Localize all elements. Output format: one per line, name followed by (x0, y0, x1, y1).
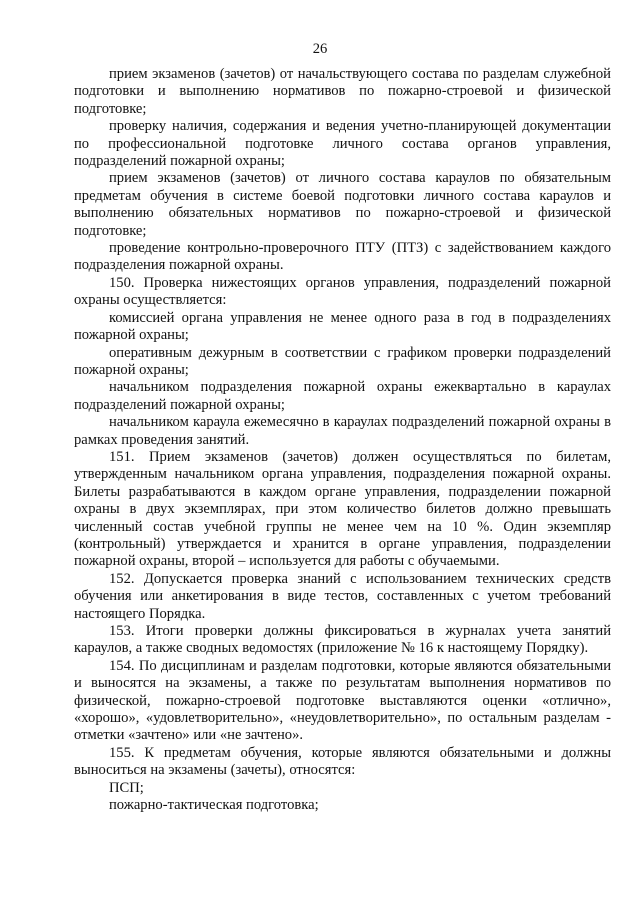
paragraph-exam-crews: прием экзаменов (зачетов) от личного состава караулов по обязательным предметам обучения в системе боевой подготовки личного состава караулов и выполнению обязательных нормативов по пожарно-строевой и физической подготовке; (74, 170, 611, 239)
page-number: 26 (312, 41, 328, 57)
document-body (74, 66, 611, 814)
paragraph-153: 153. Итоги проверки должны фиксироваться в журналах учета занятий караулов, а также сводных ведомостях (приложение № 16 к настоящему Порядку). (74, 623, 611, 657)
paragraph-control-exercise: проведение контрольно-проверочного ПТУ (ПТЗ) с задействованием каждого подразделения пожарной охраны. (74, 240, 611, 274)
paragraph-152: 152. Допускается проверка знаний с использованием технических средств обучения или анкетирования в виде тестов, составленных с учетом требований настоящего Порядка. (74, 570, 611, 622)
paragraph-155-tactical: пожарно-тактическая подготовка; (109, 797, 319, 814)
paragraph-155-psp: ПСП; (109, 779, 144, 796)
paragraph-150: 150. Проверка нижестоящих органов управления, подразделений пожарной охраны осуществляется: (74, 274, 611, 309)
paragraph-150-crew-chief: начальником караула ежемесячно в караулах подразделений пожарной охраны в рамках проведения занятий. (74, 414, 611, 448)
paragraph-151: 151. Прием экзаменов (зачетов) должен осуществляться по билетам, утвержденным начальником органа управления, подразделения пожарной охраны. Билеты разрабатываются в каждом органе управления, подразделении пожарной охраны в двух экземплярах, при этом количество билетов должно превышать численный состав учебной группы не менее чем на 10 %. Один экземпляр (контрольный) утверждается и хранится в органе управления, подразделении пожарной охраны, второй – используется для работы с обучаемыми. (74, 448, 611, 570)
paragraph-150-unit-chief: начальником подразделения пожарной охраны ежеквартально в караулах подразделений пожарной охраны; (74, 379, 611, 413)
paragraph-150-duty-officer: оперативным дежурным в соответствии с графиком проверки подразделений пожарной охраны; (74, 344, 611, 378)
paragraph-exam-command-staff: прием экзаменов (зачетов) от начальствующего состава по разделам служебной подготовки и выполнению нормативов по пожарно-строевой и физической подготовке; (74, 66, 611, 117)
paragraph-154: 154. По дисциплинам и разделам подготовки, которые являются обязательными и выносятся на экзамены, а также по результатам выполнения нормативов по физической, пожарно-строевой подготовке выставляются оценки «отлично», «хорошо», «удовлетворительно», «неудовлетворительно», по остальным разделам - отметки «зачтено» или «не зачтено». (74, 657, 611, 744)
paragraph-documentation-check: проверку наличия, содержания и ведения учетно-планирующей документации по профессиональной подготовке личного состава органов управления, подразделений пожарной охраны; (74, 118, 611, 170)
paragraph-150-commission: комиссией органа управления не менее одного раза в год в подразделениях пожарной охраны; (74, 309, 611, 344)
paragraph-155: 155. К предметам обучения, которые являются обязательными и должны выноситься на экзамены (зачеты), относятся: (74, 744, 611, 779)
